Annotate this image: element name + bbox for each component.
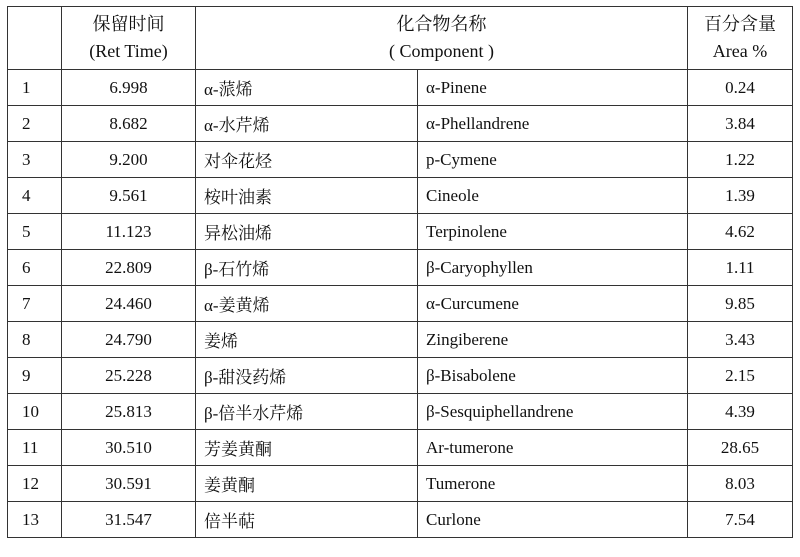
row-number: 3 (8, 142, 62, 178)
table-row (8, 178, 793, 214)
retention-time: 25.813 (62, 394, 196, 430)
component-name-cn: 桉叶油素 (196, 178, 418, 214)
area-percent: 1.22 (688, 142, 793, 178)
area-percent: 3.43 (688, 322, 793, 358)
area-percent: 2.15 (688, 358, 793, 394)
component-name-en: β-Caryophyllen (418, 250, 688, 286)
retention-time: 25.228 (62, 358, 196, 394)
header-num (8, 7, 62, 70)
retention-time: 9.561 (62, 178, 196, 214)
area-percent: 28.65 (688, 430, 793, 466)
component-name-en: α-Curcumene (418, 286, 688, 322)
header-row (8, 7, 793, 70)
row-number: 12 (8, 466, 62, 502)
area-percent: 4.62 (688, 214, 793, 250)
component-name-en: Cineole (418, 178, 688, 214)
component-name-cn: β-石竹烯 (196, 250, 418, 286)
table-row (8, 142, 793, 178)
component-name-en: α-Phellandrene (418, 106, 688, 142)
header-ret-time (62, 7, 196, 70)
area-percent: 0.24 (688, 70, 793, 106)
component-name-cn: 姜烯 (196, 322, 418, 358)
retention-time: 8.682 (62, 106, 196, 142)
row-number: 7 (8, 286, 62, 322)
area-percent: 1.11 (688, 250, 793, 286)
row-number: 2 (8, 106, 62, 142)
header-area-cn: 百分含量 (704, 14, 776, 34)
component-table (7, 6, 793, 538)
area-percent: 9.85 (688, 286, 793, 322)
table-row (8, 70, 793, 106)
row-number: 4 (8, 178, 62, 214)
component-name-cn: 芳姜黄酮 (196, 430, 418, 466)
row-number: 10 (8, 394, 62, 430)
component-name-en: p-Cymene (418, 142, 688, 178)
row-number: 8 (8, 322, 62, 358)
component-name-cn: α-水芹烯 (196, 106, 418, 142)
component-name-en: α-Pinene (418, 70, 688, 106)
component-name-en: Terpinolene (418, 214, 688, 250)
table-row (8, 466, 793, 502)
retention-time: 24.790 (62, 322, 196, 358)
table-row (8, 286, 793, 322)
header-area-en: Area % (712, 41, 768, 61)
row-number: 6 (8, 250, 62, 286)
component-name-cn: 倍半萜 (196, 502, 418, 538)
table-row (8, 358, 793, 394)
area-percent: 3.84 (688, 106, 793, 142)
component-name-cn: α-蒎烯 (196, 70, 418, 106)
retention-time: 30.591 (62, 466, 196, 502)
row-number: 11 (8, 430, 62, 466)
header-component-en: ( Component ) (389, 41, 494, 61)
row-number: 5 (8, 214, 62, 250)
component-name-cn: β-倍半水芹烯 (196, 394, 418, 430)
table-row (8, 430, 793, 466)
table-row (8, 214, 793, 250)
component-name-cn: α-姜黄烯 (196, 286, 418, 322)
component-name-en: Curlone (418, 502, 688, 538)
component-name-en: β-Bisabolene (418, 358, 688, 394)
area-percent: 7.54 (688, 502, 793, 538)
retention-time: 6.998 (62, 70, 196, 106)
table-row (8, 250, 793, 286)
retention-time: 11.123 (62, 214, 196, 250)
component-name-cn: 姜黄酮 (196, 466, 418, 502)
header-area (688, 7, 793, 70)
header-component-cn: 化合物名称 (396, 14, 487, 34)
component-name-cn: 对伞花烃 (196, 142, 418, 178)
header-ret-time-en: (Ret Time) (89, 41, 168, 61)
retention-time: 31.547 (62, 502, 196, 538)
retention-time: 9.200 (62, 142, 196, 178)
component-name-en: Ar-tumerone (418, 430, 688, 466)
component-name-en: Zingiberene (418, 322, 688, 358)
retention-time: 30.510 (62, 430, 196, 466)
header-ret-time-cn: 保留时间 (92, 14, 165, 34)
row-number: 13 (8, 502, 62, 538)
row-number: 9 (8, 358, 62, 394)
component-name-cn: 异松油烯 (196, 214, 418, 250)
table-row (8, 322, 793, 358)
retention-time: 22.809 (62, 250, 196, 286)
row-number: 1 (8, 70, 62, 106)
area-percent: 4.39 (688, 394, 793, 430)
table-row (8, 502, 793, 538)
table-header (8, 7, 793, 70)
component-name-en: Tumerone (418, 466, 688, 502)
component-name-en: β-Sesquiphellandrene (418, 394, 688, 430)
area-percent: 1.39 (688, 178, 793, 214)
header-component (196, 7, 688, 70)
component-name-cn: β-甜没药烯 (196, 358, 418, 394)
table-row (8, 394, 793, 430)
table-body (8, 70, 793, 538)
retention-time: 24.460 (62, 286, 196, 322)
table-row (8, 106, 793, 142)
area-percent: 8.03 (688, 466, 793, 502)
